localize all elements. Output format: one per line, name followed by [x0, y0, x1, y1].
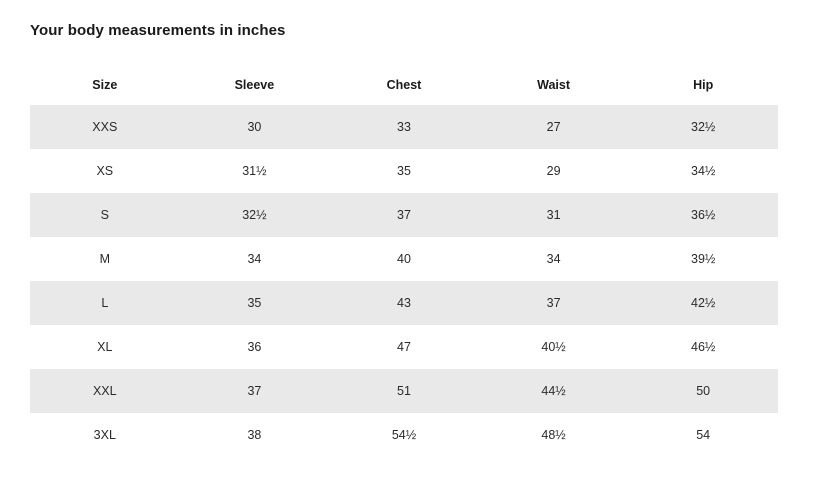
cell-chest: 43 [329, 281, 479, 325]
cell-sleeve: 32½ [180, 193, 330, 237]
cell-waist: 40½ [479, 325, 629, 369]
cell-hip: 46½ [628, 325, 778, 369]
cell-size: M [30, 237, 180, 281]
cell-hip: 39½ [628, 237, 778, 281]
cell-size: XXS [30, 105, 180, 149]
column-header-chest: Chest [329, 66, 479, 105]
column-header-waist: Waist [479, 66, 629, 105]
cell-hip: 50 [628, 369, 778, 413]
cell-chest: 33 [329, 105, 479, 149]
cell-waist: 29 [479, 149, 629, 193]
table-row [30, 193, 778, 237]
cell-sleeve: 31½ [180, 149, 330, 193]
cell-waist: 48½ [479, 413, 629, 457]
cell-hip: 36½ [628, 193, 778, 237]
table-row [30, 149, 778, 193]
cell-size: 3XL [30, 413, 180, 457]
cell-size: XL [30, 325, 180, 369]
cell-waist: 31 [479, 193, 629, 237]
column-header-size: Size [30, 66, 180, 105]
cell-sleeve: 38 [180, 413, 330, 457]
table-row [30, 325, 778, 369]
cell-sleeve: 36 [180, 325, 330, 369]
cell-sleeve: 30 [180, 105, 330, 149]
cell-hip: 42½ [628, 281, 778, 325]
cell-chest: 47 [329, 325, 479, 369]
cell-chest: 37 [329, 193, 479, 237]
cell-hip: 32½ [628, 105, 778, 149]
page-title: Your body measurements in inches [30, 22, 286, 39]
table-header-row [30, 66, 778, 105]
table-row [30, 369, 778, 413]
cell-chest: 54½ [329, 413, 479, 457]
cell-size: XS [30, 149, 180, 193]
size-chart-table-container [30, 66, 778, 457]
cell-waist: 37 [479, 281, 629, 325]
cell-hip: 54 [628, 413, 778, 457]
cell-chest: 40 [329, 237, 479, 281]
column-header-hip: Hip [628, 66, 778, 105]
cell-sleeve: 34 [180, 237, 330, 281]
table-header [30, 66, 778, 105]
cell-waist: 27 [479, 105, 629, 149]
table-row [30, 413, 778, 457]
table-row [30, 105, 778, 149]
table-row [30, 281, 778, 325]
cell-size: S [30, 193, 180, 237]
cell-chest: 35 [329, 149, 479, 193]
cell-chest: 51 [329, 369, 479, 413]
column-header-sleeve: Sleeve [180, 66, 330, 105]
table-body [30, 105, 778, 457]
cell-waist: 44½ [479, 369, 629, 413]
cell-waist: 34 [479, 237, 629, 281]
cell-sleeve: 37 [180, 369, 330, 413]
cell-sleeve: 35 [180, 281, 330, 325]
cell-size: XXL [30, 369, 180, 413]
size-chart-table [30, 66, 778, 457]
cell-hip: 34½ [628, 149, 778, 193]
cell-size: L [30, 281, 180, 325]
table-row [30, 237, 778, 281]
